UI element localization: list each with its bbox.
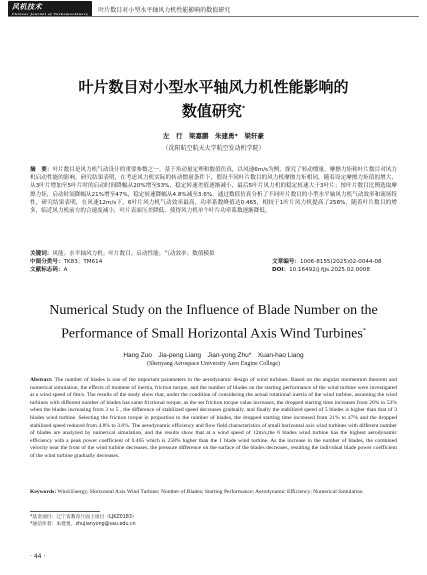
footnote-funding: *基金项目：辽宁省教育厅面上项目（LJKZ0183）	[30, 515, 137, 520]
article-no-value: 1006-8155(2025)02-0044-08	[299, 259, 382, 265]
chinese-affiliation: （沈阳航空航天大学航空发动机学院）	[162, 145, 265, 152]
english-title-line2: Performance of Small Horizontal Axis Wind Turbines	[61, 326, 363, 342]
chinese-title-footnote-mark: *	[241, 105, 246, 112]
english-title-line1: Numerical Study on the Influence of Blade Number on the	[49, 303, 378, 318]
chinese-abstract	[30, 166, 397, 215]
chinese-title-line1: 叶片数目对小型水平轴风力机性能影响的	[78, 78, 349, 96]
chinese-keywords	[30, 250, 397, 258]
chinese-keywords-label: 关键词：	[30, 251, 53, 257]
doc-code-value: A	[63, 267, 68, 274]
chinese-abstract-label: 摘 要：	[30, 167, 53, 173]
header-divider	[8, 16, 419, 17]
chinese-authors: 左 行 梁嘉鹏 朱建勇* 梁轩豪	[163, 132, 264, 140]
english-title-footnote-mark: *	[362, 328, 366, 334]
clc-value: TK83；TM614	[63, 259, 103, 265]
english-title	[0, 300, 427, 345]
doi-label: DOI：	[272, 267, 290, 274]
running-header	[8, 3, 230, 15]
clc-label: 中图分类号：	[30, 259, 64, 265]
footnotes	[30, 514, 137, 528]
english-keywords-text: Wind Energy; Horizontal Axis Wind Turbine; Number of Blades; Starting Performance; Aerodynamic Efficiency; Numerical Simulation	[57, 489, 363, 495]
doi-value: 10.16492/j.fjjs.2025.02.0008	[289, 267, 370, 274]
chinese-title-line2: 数值研究	[181, 102, 242, 120]
english-keywords	[30, 489, 397, 497]
journal-logo	[8, 1, 92, 17]
chinese-keywords-text: 风能；水平轴风力机；叶片数目；启动性能；气动效率；数值模拟	[52, 251, 215, 257]
running-title: 叶片数目对小型水平轴风力机性能影响的数值研究	[98, 6, 231, 14]
page-number: · 44 ·	[30, 553, 46, 560]
english-keywords-label: Keywords:	[30, 489, 57, 495]
doc-code-label: 文献标志码：	[30, 267, 64, 274]
english-abstract	[30, 377, 397, 461]
article-no-label: 文章编号：	[272, 259, 300, 265]
logo-text: 风机技术	[12, 2, 42, 11]
classification-info	[30, 258, 102, 274]
english-abstract-label: Abstract:	[30, 377, 53, 383]
chinese-abstract-text: 叶片数目是风力机气动设计的重要参数之一。基于角动量定理和数值仿真，以风速6m/s为例，探究了转动惯量、摩擦力矩和叶片数目对风力机启动性能的影响。研究结果表明，在考虑风力机实际的转动惯量条件下，假设不同叶片数目的风力机摩擦力矩相同，随着设定摩擦力矩值的增大，从3叶片增加至5叶片时的启动时间降幅从20%增至53%，稳定转速差值逐渐减小，最后5叶片风力机的稳定转速大于3叶片；按叶片数目比例选取摩擦力矩，启动时间降幅从21%增至47%，稳定转速降幅从4.8%减至3.6%。通过数值仿真分析了不同叶片数目的小型水平轴风力机气动效率和流场特性，研究结果表明，在风速12m/s下，6叶片风力机气动效率最高，功率系数峰值达0.465，相较于1叶片风力机提高了258%，随着叶片数目的增多，临近风力机前方的合速度减小，叶片表面压差降低，使得风力机单个叶片功率系数逐渐降低。	[30, 167, 397, 215]
english-authors: Hang Zuo Jia-peng Liang Jian-yong Zhu* Xuan-hao Liang	[123, 352, 304, 359]
english-abstract-text: The number of blades is one of the important parameters in the aerodynamic design of wind turbines. Based on the angular momentum theorem and numerical simulation, the effects of moment of inertia, friction torque, and the number of blades on the starting performance of the wind turbine were investigated at a wind speed of 6m/s. The results of the study show that, under the condition of considering the actual rotational inertia of the wind turbine, assuming the wind turbines with different number of blades has same frictional torque, as the set friction torque value increases, the dropped starting time increases from 20% to 53% when the blades increasing from 3 to 5 , the difference of stabilized speed decreases gradually, and finally the stabilized speed of 5 blades is higher than that of 3 blades wind turbine. Selecting the friction torque in proportion to the number of blades, the dropped starting time increased from 21% to 47% and the dropped stabilized speed reduced from 4.8% to 3.6%. The aerodynamic efficiency and flow field characteristics of small horizontal axis wind turbines with different number of blades are analyzed by numerical simulation, and the results show that at a wind speed of 12m/s,the 6 blades wind turbine has the highest aerodynamic efficiency with a peak power coefficient of 0.465 which is 258% higher than the 1 blade wind turbine. As the increase in the number of blades, the combined velocity near the front of the wind turbine decreases, the pressure difference on the surface of the blades decreases, resulting the individual blade power coefficient of the wind turbine gradually decreases.	[30, 377, 397, 459]
footnote-corresponding-author: *通信作者：朱建勇，zhujianyong@sau.edu.cn	[30, 522, 136, 527]
english-affiliation: (Shenyang Aerospace University Aero Engine College)	[147, 361, 280, 367]
article-identifiers	[272, 258, 382, 274]
logo-subtext: Chinese Journal of Turbomachinery	[12, 12, 89, 16]
chinese-title	[0, 76, 427, 122]
footnote-divider	[30, 511, 100, 512]
